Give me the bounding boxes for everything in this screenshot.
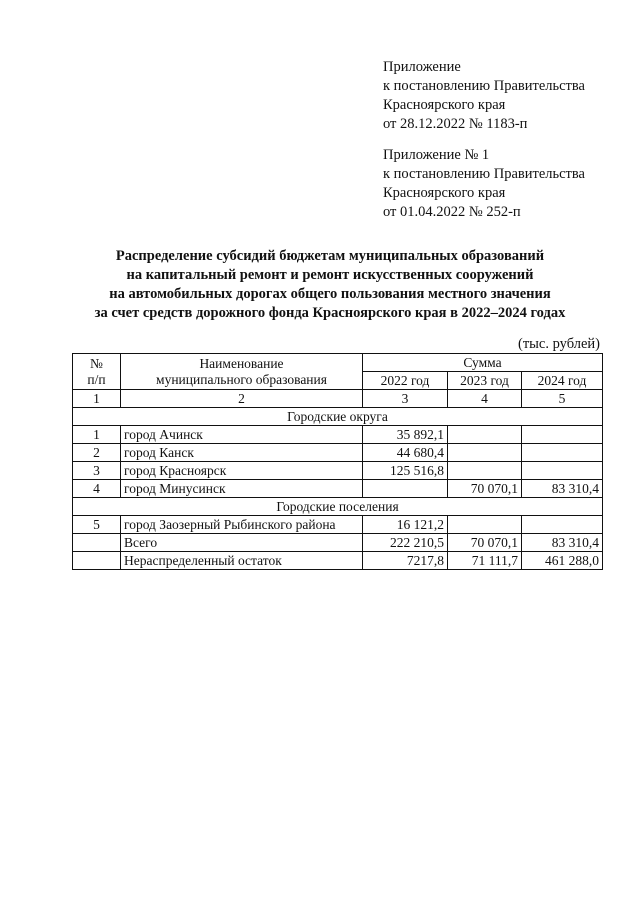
- row-2024: [522, 444, 603, 462]
- header-name: [121, 354, 363, 390]
- row-2022: 35 892,1: [363, 426, 448, 444]
- table-row: [73, 444, 603, 462]
- row-2024: [522, 516, 603, 534]
- row-2023: [448, 462, 522, 480]
- row-2024: 83 310,4: [522, 480, 603, 498]
- total-2023: 70 070,1: [448, 534, 522, 552]
- remainder-2024: 461 288,0: [522, 552, 603, 570]
- row-name: город Канск: [121, 444, 363, 462]
- section-urban-settlements: Городские поселения: [73, 498, 603, 516]
- header-year-2024: 2024 год: [522, 372, 603, 390]
- total-label: Всего: [121, 534, 363, 552]
- row-num: 2: [73, 444, 121, 462]
- subsidy-table: [72, 353, 603, 570]
- table-row: [73, 480, 603, 498]
- column-number-row: [73, 390, 603, 408]
- appendix-line: Красноярского края: [383, 185, 506, 201]
- header-name-line: Наименование: [199, 355, 284, 371]
- row-name: город Ачинск: [121, 426, 363, 444]
- units-note: (тыс. рублей): [518, 336, 600, 352]
- row-name: город Заозерный Рыбинского района: [121, 516, 363, 534]
- column-number: 2: [121, 390, 363, 408]
- row-2023: [448, 516, 522, 534]
- total-2022: 222 210,5: [363, 534, 448, 552]
- title-line: на автомобильных дорогах общего пользования местного значения: [109, 286, 551, 302]
- row-name: город Красноярск: [121, 462, 363, 480]
- header-num-line: №: [90, 355, 103, 371]
- section-row: [73, 498, 603, 516]
- appendix-header-current: [383, 58, 633, 134]
- total-num-empty: [73, 534, 121, 552]
- remainder-num-empty: [73, 552, 121, 570]
- table-row: [73, 516, 603, 534]
- row-2022: 44 680,4: [363, 444, 448, 462]
- appendix-line: от 01.04.2022 № 252-п: [383, 204, 521, 220]
- row-2022: 125 516,8: [363, 462, 448, 480]
- appendix-line: Приложение: [383, 59, 461, 75]
- row-name: город Минусинск: [121, 480, 363, 498]
- column-number: 4: [448, 390, 522, 408]
- row-2023: 70 070,1: [448, 480, 522, 498]
- header-name-line: муниципального образования: [156, 371, 327, 387]
- title-line: Распределение субсидий бюджетам муниципальных образований: [115, 248, 545, 264]
- row-num: 4: [73, 480, 121, 498]
- row-2022: [363, 480, 448, 498]
- row-2023: [448, 444, 522, 462]
- total-row: [73, 534, 603, 552]
- remainder-row: [73, 552, 603, 570]
- table-header-row: [73, 354, 603, 372]
- row-2022: 16 121,2: [363, 516, 448, 534]
- table-row: [73, 426, 603, 444]
- row-2023: [448, 426, 522, 444]
- total-2024: 83 310,4: [522, 534, 603, 552]
- title-line: на капитальный ремонт и ремонт искусственных сооружений: [126, 267, 534, 283]
- row-2024: [522, 462, 603, 480]
- row-num: 1: [73, 426, 121, 444]
- appendix-line: Приложение № 1: [383, 147, 490, 163]
- header-num-line: п/п: [87, 371, 106, 387]
- title-line: за счет средств дорожного фонда Красноярского края в 2022–2024 годах: [94, 305, 566, 321]
- document-title: [60, 247, 600, 323]
- appendix-line: к постановлению Правительства: [383, 78, 585, 94]
- header-sum: Сумма: [363, 354, 603, 372]
- remainder-2022: 7217,8: [363, 552, 448, 570]
- appendix-header-original: [383, 146, 633, 222]
- row-num: 5: [73, 516, 121, 534]
- appendix-line: от 28.12.2022 № 1183-п: [383, 116, 528, 132]
- appendix-line: Красноярского края: [383, 97, 506, 113]
- remainder-2023: 71 111,7: [448, 552, 522, 570]
- header-num: [73, 354, 121, 390]
- appendix-line: к постановлению Правительства: [383, 166, 585, 182]
- section-row: [73, 408, 603, 426]
- table-row: [73, 462, 603, 480]
- row-2024: [522, 426, 603, 444]
- header-year-2022: 2022 год: [363, 372, 448, 390]
- row-num: 3: [73, 462, 121, 480]
- section-urban-districts: Городские округа: [73, 408, 603, 426]
- column-number: 5: [522, 390, 603, 408]
- header-year-2023: 2023 год: [448, 372, 522, 390]
- column-number: 3: [363, 390, 448, 408]
- column-number: 1: [73, 390, 121, 408]
- remainder-label: Нераспределенный остаток: [121, 552, 363, 570]
